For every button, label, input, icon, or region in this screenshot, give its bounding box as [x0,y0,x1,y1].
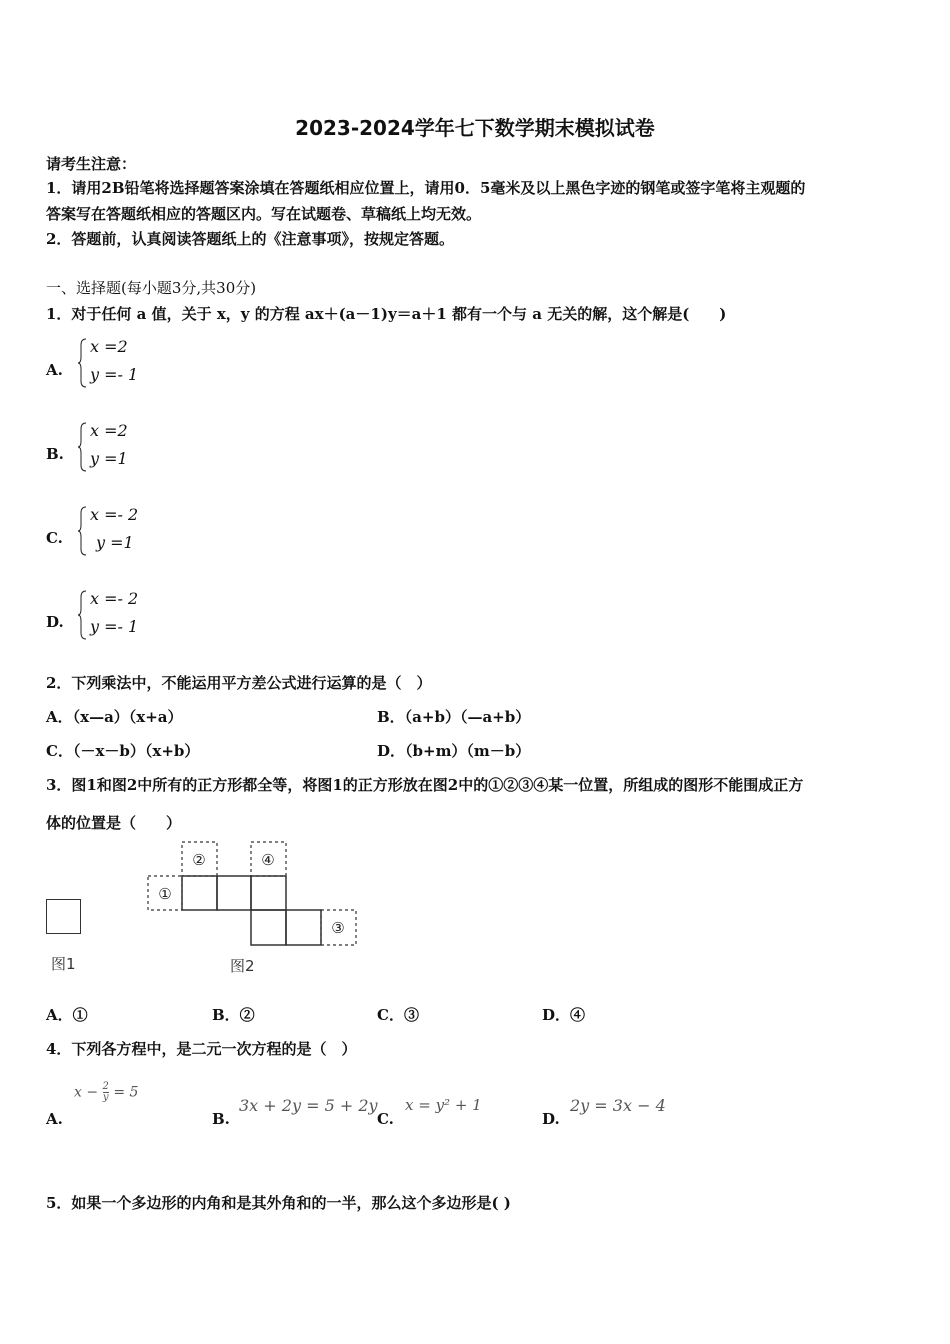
q4-option-c-expr: x = y² + 1 [405,1096,482,1114]
equation-line: x =2 [90,421,128,440]
q1-option-c-letter[interactable]: C. [46,529,63,547]
q4-option-b-expr: 3x + 2y = 5 + 2y [239,1096,378,1115]
equation-line: x =- 2 [90,505,139,524]
question-1-stem: 1．对于任何 a 值，关于 x，y 的方程 ax＋(a－1)y＝a＋1 都有一个与 a 无关的解，这个解是( ) [46,305,727,323]
net-square [182,876,217,910]
position-mark-1: ① [158,885,172,903]
q4-option-c-letter[interactable]: C. [377,1110,394,1128]
equation-line: y =1 [90,449,128,468]
fraction [103,1082,109,1103]
question-3-stem-line-1: 3．图1和图2中所有的正方形都全等，将图1的正方形放在图2中的①②③④某一位置，所组成的图形不能围成正方 [46,776,804,794]
fraction-denominator: y [102,1092,109,1103]
equation-line: y =1 [96,533,134,552]
question-3-stem-line-2: 体的位置是（ ） [46,814,182,832]
notice-line-1: 1．请用2B铅笔将选择题答案涂填在答题纸相应位置上，请用0．5毫米及以上黑色字迹的钢笔或签字笔将主观题的 [46,179,806,197]
q2-option-c[interactable]: C．（－x－b）（x+b） [46,742,200,760]
net-square [286,910,321,945]
q1-option-b-letter[interactable]: B. [46,445,64,463]
question-4-stem: 4．下列各方程中，是二元一次方程的是（ ） [46,1040,357,1058]
q4-option-d-expr: 2y = 3x − 4 [570,1096,666,1115]
figure-2-label: 图2 [230,957,255,975]
net-square [251,876,286,910]
q3-option-b[interactable]: B．② [212,1006,255,1024]
q3-option-a[interactable]: A．① [46,1006,88,1024]
q2-option-d[interactable]: D．（b+m）（m－b） [377,742,531,760]
net-square [217,876,251,910]
equation-line: y =- 1 [90,365,139,384]
page-title: 2023-2024学年七下数学期末模拟试卷 [295,116,655,140]
figure-1-square [46,899,81,934]
fraction-numerator: 2 [102,1081,109,1092]
q1-option-a-letter[interactable]: A. [46,361,63,379]
brace-icon [78,421,88,473]
q3-option-d[interactable]: D．④ [542,1006,586,1024]
q1-option-d-system [78,589,168,645]
brace-icon [78,589,88,641]
q4-option-d-letter[interactable]: D. [542,1110,560,1128]
notice-line-2: 2．答题前，认真阅读答题纸上的《注意事项》，按规定答题。 [46,230,454,248]
net-square [251,910,286,945]
notice-line-1b: 答案写在答题纸相应的答题区内。写在试题卷、草稿纸上均无效。 [46,205,482,223]
q4-option-a-expr [74,1082,138,1103]
q1-option-d-letter[interactable]: D. [46,613,64,631]
section-heading: 一、选择题(每小题3分,共30分) [46,279,257,297]
position-mark-4: ④ [261,851,275,869]
question-2-stem: 2．下列乘法中，不能运用平方差公式进行运算的是（ ） [46,674,432,692]
brace-icon [78,337,88,389]
brace-icon [78,505,88,557]
q2-option-b[interactable]: B．（a+b）（—a+b） [377,708,531,726]
q1-option-c-system [78,505,168,561]
notice-heading: 请考生注意： [46,155,137,173]
position-mark-2: ② [192,851,206,869]
position-mark-3: ③ [331,919,345,937]
figure-1-label: 图1 [51,955,76,973]
figure-2-net [140,838,362,950]
q4-option-b-letter[interactable]: B. [212,1110,230,1128]
equation-line: x =- 2 [90,589,139,608]
equation-line: y =- 1 [90,617,139,636]
q2-option-a[interactable]: A．（x—a）（x+a） [46,708,183,726]
expr-part: = 5 [113,1084,139,1101]
q1-option-b-system [78,421,168,477]
equation-line: x =2 [90,337,128,356]
expr-part: x − [74,1084,103,1101]
question-5-stem: 5．如果一个多边形的内角和是其外角和的一半，那么这个多边形是( ) [46,1194,511,1212]
q4-option-a-letter[interactable]: A. [46,1110,63,1128]
q3-option-c[interactable]: C．③ [377,1006,419,1024]
q1-option-a-system [78,337,168,393]
